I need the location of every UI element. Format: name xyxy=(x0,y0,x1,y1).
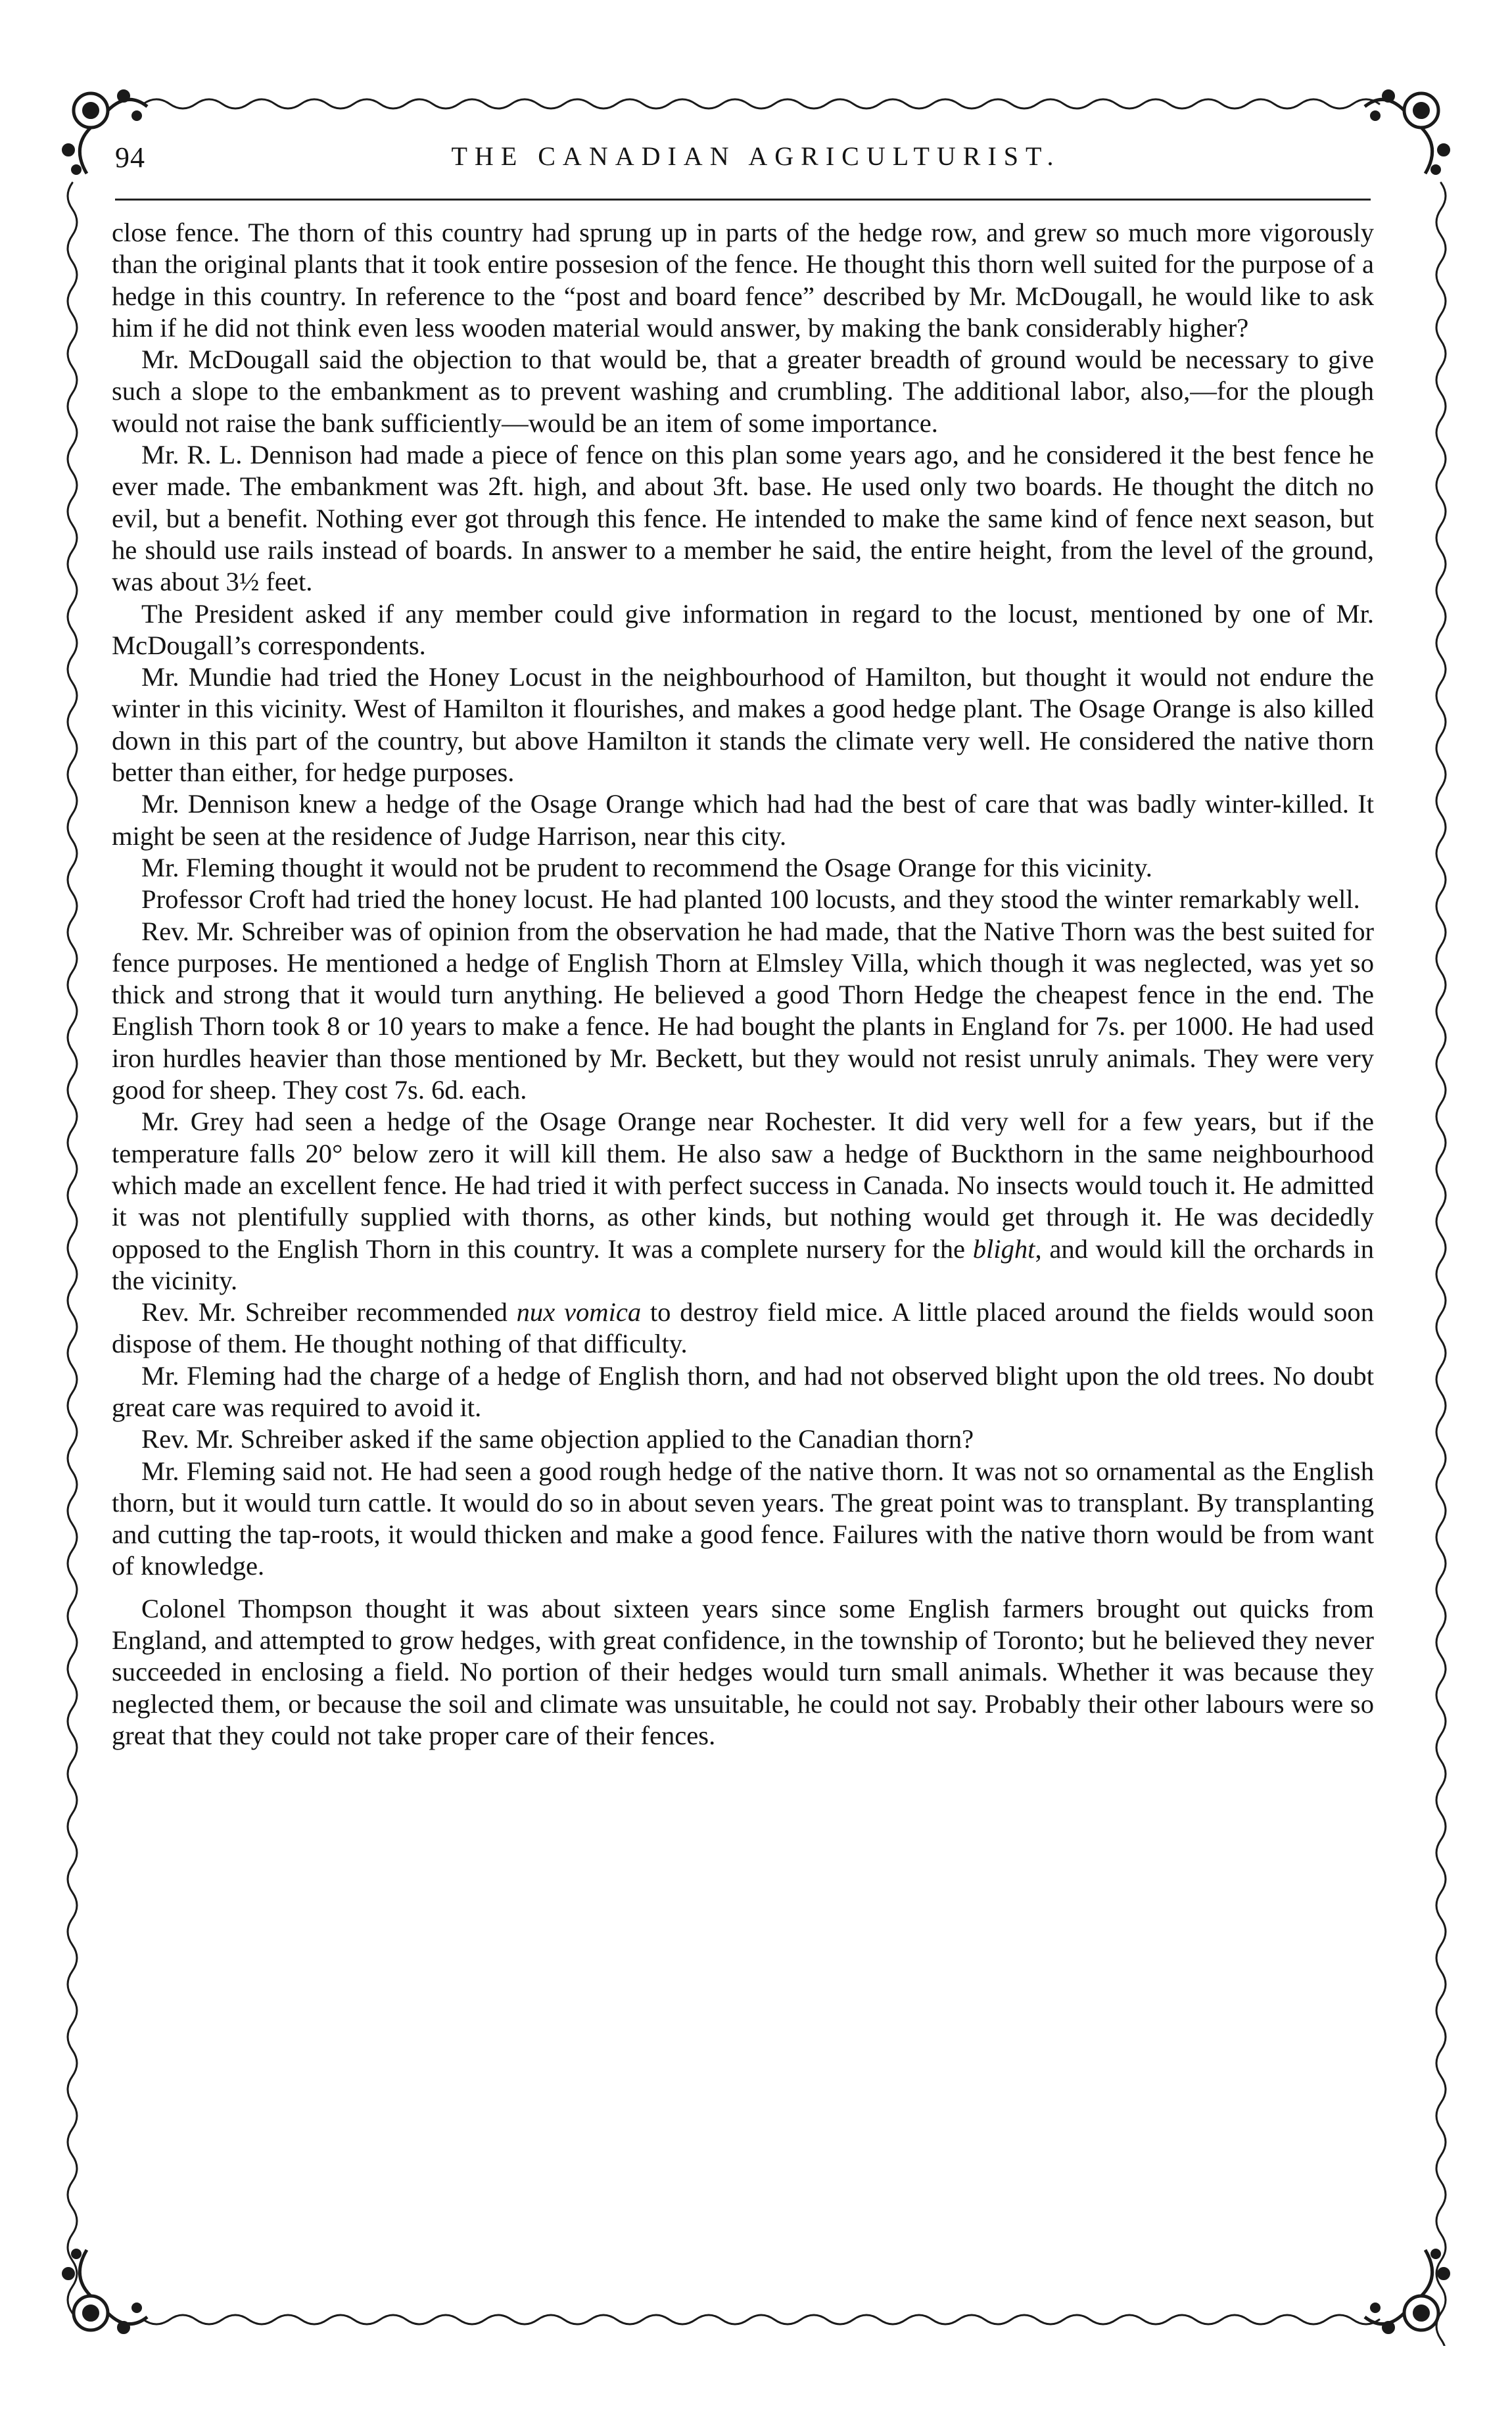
paragraph-dennison-fence: Mr. R. L. Dennison had made a piece of fence on this plan some years ago, and he considered it the best fence he ever made. The embankment was 2ft. high, and about 3ft. base. He used only two boards. He thought the ditch no evil, but a benefit. Nothing ever got through this fence. He intended to make the same kind of fence next season, but he should use rails instead of boards. In answer to a member he said, the entire height, from the level of the ground, was about 3½ feet. xyxy=(112,440,1374,597)
paragraph-fleming-osage: Mr. Fleming thought it would not be prudent to recommend the Osage Orange for this vicinity. xyxy=(141,852,1152,882)
paragraph-mcdougall-reply: Mr. McDougall said the objection to that would be, that a greater breadth of ground would be necessary to give such a slope to the embankment as to prevent washing and crumbling. The additional labor, also,—for the plough would not raise the bank sufficiently—would be an item of some importance. xyxy=(112,345,1374,438)
paragraph-schreiber-italic: nux vomica xyxy=(516,1297,642,1327)
paragraph-fleming-native-thorn: Mr. Fleming said not. He had seen a good rough hedge of the native thorn. It was not so ornamental as the English thorn, but it would turn cattle. It would do so in about seven years. The great point was to transplant. By transplanting and cutting the tap-roots, it would thicken and make a good fence. Failures with the native thorn would be from want of knowledge. xyxy=(112,1456,1374,1581)
journal-title: THE CANADIAN AGRICULTURIST. xyxy=(451,141,1061,171)
corner-flourish-bottom-left xyxy=(62,2249,147,2333)
paragraph-continued: close fence. The thorn of this country had sprung up in parts of the hedge row, and grew so much more vigorously than the original plants that it took entire possesion of the fence. He thought this thorn well suited for the purpose of a hedge in this country. In reference to the “post and board fence” described by Mr. McDougall, he would like to ask him if he did not think even less wooden material would answer, by making the bank considerably higher? xyxy=(112,218,1374,343)
paragraph-grey xyxy=(112,1106,1374,1297)
paragraph-grey-italic: blight xyxy=(972,1233,1035,1264)
paragraph-schreiber-text-end: to destroy field mice. A little placed around the fields would soon dispose of them. He thought nothing of that difficulty. xyxy=(112,1297,1374,1359)
paragraph-schreiber-nux-vomica xyxy=(112,1297,1374,1360)
paragraph-mundie: Mr. Mundie had tried the Honey Locust in the neighbourhood of Hamilton, but thought it would not endure the winter in this vicinity. West of Hamilton it flourishes, and makes a good hedge plant. The Osage Orange is also killed down in this part of the country, but above Hamilton it stands the climate very well. He considered the native thorn better than either, for hedge purposes. xyxy=(112,662,1374,788)
page-number: 94 xyxy=(115,141,145,174)
paragraph-fleming-blight: Mr. Fleming had the charge of a hedge of English thorn, and had not observed blight upon the old trees. No doubt great care was required to avoid it. xyxy=(112,1360,1374,1422)
paragraph-schreiber-thorn: Rev. Mr. Schreiber was of opinion from the observation he had made, that the Native Thorn was the best suited for fence purposes. He mentioned a hedge of English Thorn at Elmsley Villa, which though it was neglected, was yet so thick and strong that it would turn anything. He believed a good Thorn Hedge the cheapest fence in the end. The English Thorn took 8 or 10 years to make a fence. He had bought the plants in England for 7s. per 1000. He had used iron hurdles heavier than those mentioned by Mr. Beckett, but they would not resist unruly animals. They were very good for sheep. They cost 7s. 6d. each. xyxy=(112,916,1374,1105)
header-rule xyxy=(115,199,1371,201)
paragraph-president-locust: The President asked if any member could give information in regard to the locust, mentioned by one of Mr. McDougall’s correspondents. xyxy=(112,598,1374,660)
running-head xyxy=(115,141,1397,180)
paragraph-grey-text-end: , and would kill the orchards in the vicinity. xyxy=(112,1233,1374,1295)
paragraph-grey-text: Mr. Grey had seen a hedge of the Osage Orange near Rochester. It did very well for a few years, but if the temperature falls 20° below zero it will kill them. He also saw a hedge of Buckthorn in the same neighbourhood which made an excellent fence. He had tried it with perfect success in Canada. No insects would touch it. He admitted it was not plentifully supplied with thorns, as other kinds, but nothing would get through it. He was decidedly opposed to the English Thorn in this country. It was a complete nursery for the xyxy=(112,1107,1374,1264)
paragraph-thompson: Colonel Thompson thought it was about sixteen years since some English farmers brought out quicks from England, and attempted to grow hedges, with great confidence, in the township of Toronto; but he believed they never succeeded in enclosing a field. No portion of their hedges would turn small animals. Whether it was because they neglected them, or because the soil and climate was unsuitable, he could not say. Probably their other labours were so great that they could not take proper care of their fences. xyxy=(112,1593,1374,1750)
paragraph-croft: Professor Croft had tried the honey locust. He had planted 100 locusts, and they stood the winter remarkably well. xyxy=(141,884,1360,915)
paragraph-schreiber-text: Rev. Mr. Schreiber recommended xyxy=(141,1297,517,1327)
paragraph-dennison-osage: Mr. Dennison knew a hedge of the Osage Orange which had had the best of care that was badly winter-killed. It might be seen at the residence of Judge Harrison, near this city. xyxy=(112,789,1374,851)
paragraph-schreiber-question: Rev. Mr. Schreiber asked if the same objection applied to the Canadian thorn? xyxy=(141,1424,974,1454)
article-body xyxy=(112,217,1374,1752)
